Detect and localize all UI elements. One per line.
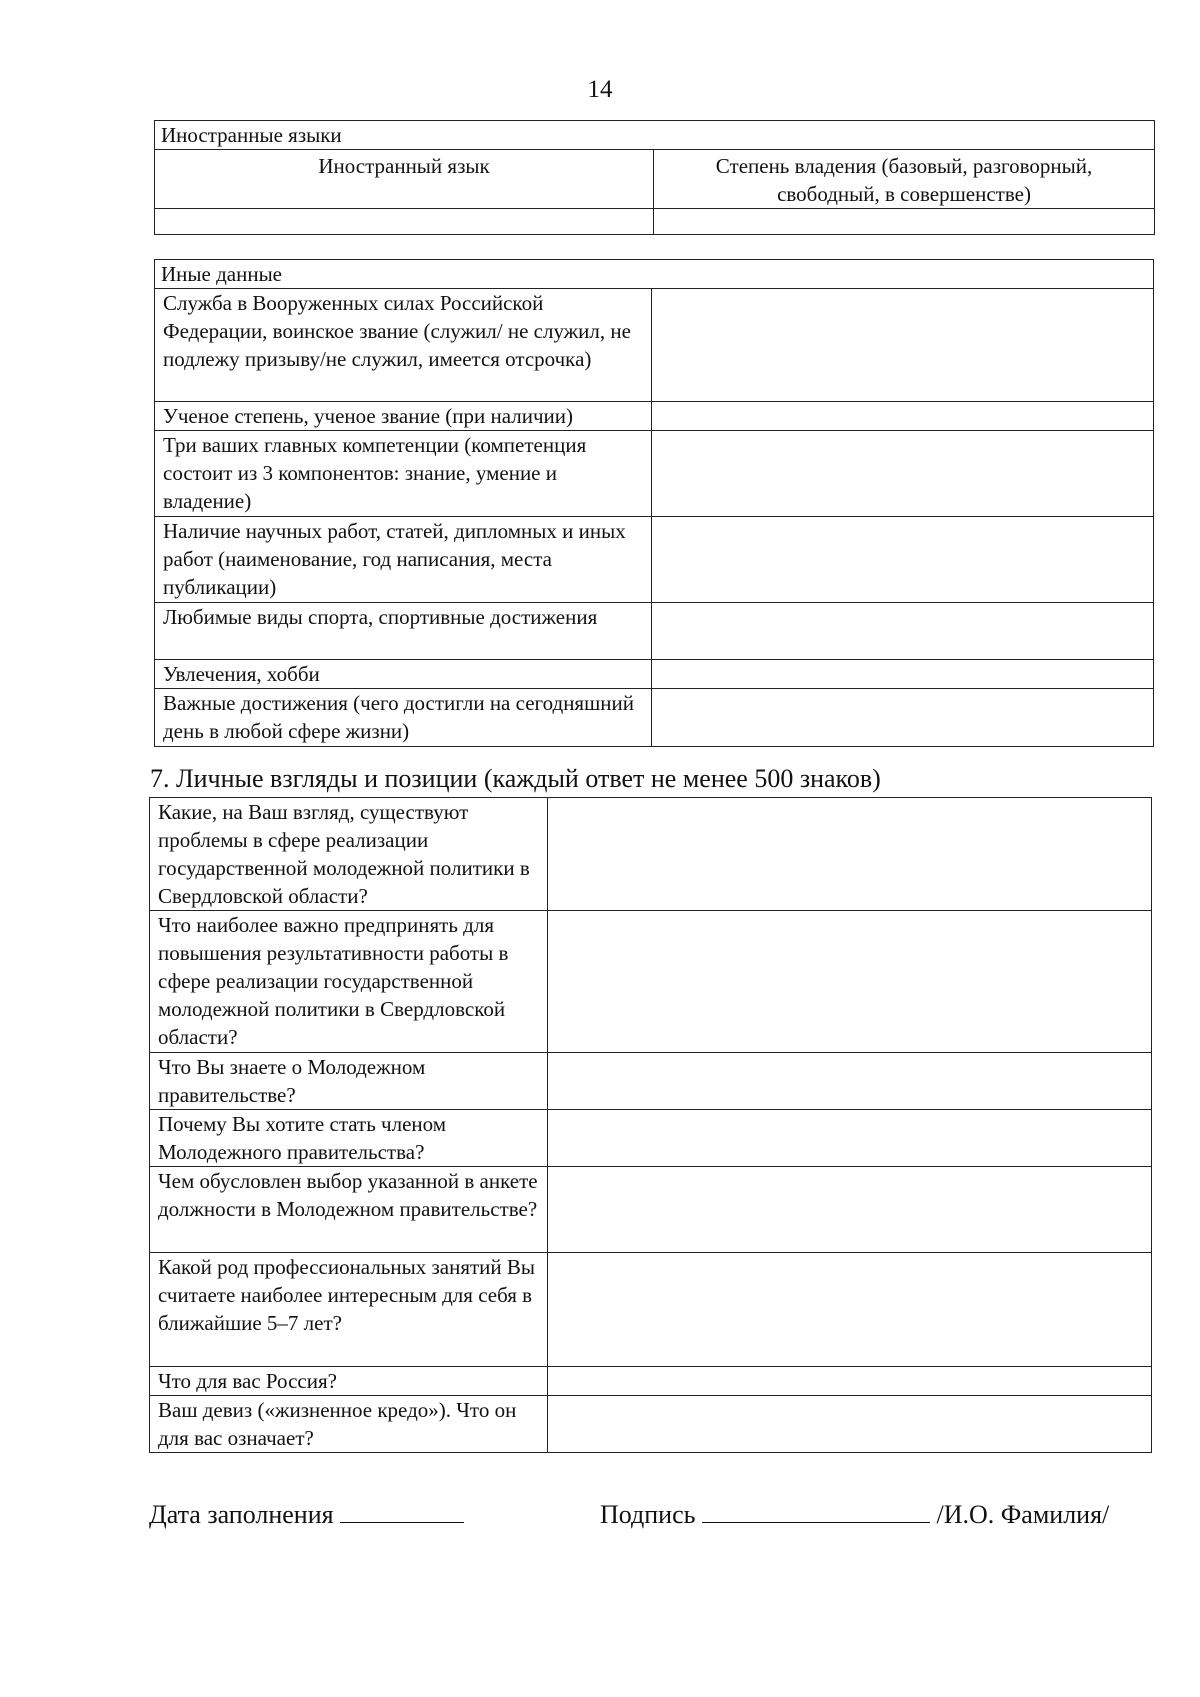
- proficiency-input-cell[interactable]: [654, 209, 1155, 235]
- other-data-question: Увлечения, хобби: [155, 660, 652, 689]
- signature-label: Подпись: [600, 1500, 696, 1529]
- other-data-title: Иные данные: [155, 260, 1154, 289]
- signature-field: [600, 1496, 1109, 1532]
- other-data-question: Важные достижения (чего достигли на сегодняшний день в любой сфере жизни): [155, 689, 652, 747]
- signature-fill-line[interactable]: [702, 1496, 930, 1523]
- date-fill-line[interactable]: [340, 1496, 464, 1523]
- views-answer-cell[interactable]: [548, 911, 1152, 1053]
- views-question: Чем обусловлен выбор указанной в анкете должности в Молодежном правительстве?: [150, 1167, 548, 1253]
- foreign-languages-table: [154, 120, 1155, 235]
- personal-views-title: 7. Личные взгляды и позиции (каждый ответ не менее 500 знаков): [150, 764, 881, 793]
- other-data-answer-cell[interactable]: [652, 517, 1154, 603]
- views-question: Почему Вы хотите стать членом Молодежного правительства?: [150, 1110, 548, 1167]
- other-data-answer-cell[interactable]: [652, 402, 1154, 431]
- other-data-question: Три ваших главных компетенции (компетенция состоит из 3 компонентов: знание, умение и владение): [155, 431, 652, 517]
- views-question: Какой род профессиональных занятий Вы считаете наиболее интересным для себя в ближайшие 5–7 лет?: [150, 1253, 548, 1367]
- views-answer-cell[interactable]: [548, 1110, 1152, 1167]
- name-placeholder: /И.О. Фамилия/: [936, 1500, 1110, 1529]
- other-data-question: Любимые виды спорта, спортивные достижения: [155, 603, 652, 660]
- views-question: Что Вы знаете о Молодежном правительстве?: [150, 1053, 548, 1110]
- other-data-table: [154, 259, 1154, 747]
- views-question: Ваш девиз («жизненное кредо»). Что он для вас означает?: [150, 1396, 548, 1453]
- views-answer-cell[interactable]: [548, 1053, 1152, 1110]
- other-data-answer-cell[interactable]: [652, 689, 1154, 747]
- other-data-answer-cell[interactable]: [652, 289, 1154, 402]
- date-label: Дата заполнения: [149, 1500, 334, 1529]
- page-number: 14: [587, 76, 613, 103]
- views-answer-cell[interactable]: [548, 1253, 1152, 1367]
- views-answer-cell[interactable]: [548, 1167, 1152, 1253]
- views-question: Что для вас Россия?: [150, 1367, 548, 1396]
- foreign-languages-title: Иностранные языки: [155, 121, 1155, 150]
- views-question: Какие, на Ваш взгляд, существуют проблемы в сфере реализации государственной молодежной политики в Свердловской области?: [150, 798, 548, 911]
- views-answer-cell[interactable]: [548, 798, 1152, 911]
- other-data-question: Ученое степень, ученое звание (при наличии): [155, 402, 652, 431]
- other-data-answer-cell[interactable]: [652, 660, 1154, 689]
- other-data-question: Служба в Вооруженных силах Российской Федерации, воинское звание (служил/ не служил, не подлежу призыву/не служил, имеется отсрочка): [155, 289, 652, 402]
- language-input-cell[interactable]: [155, 209, 654, 235]
- views-question: Что наиболее важно предпринять для повышения результативности работы в сфере реализации государственной молодежной политики в Свердловской области?: [150, 911, 548, 1053]
- views-answer-cell[interactable]: [548, 1367, 1152, 1396]
- column-header-proficiency: Степень владения (базовый, разговорный, свободный, в совершенстве): [654, 150, 1155, 209]
- date-field: [149, 1496, 464, 1532]
- column-header-language: Иностранный язык: [155, 150, 654, 209]
- views-answer-cell[interactable]: [548, 1396, 1152, 1453]
- other-data-answer-cell[interactable]: [652, 431, 1154, 517]
- other-data-question: Наличие научных работ, статей, дипломных и иных работ (наименование, год написания, места публикации): [155, 517, 652, 603]
- other-data-answer-cell[interactable]: [652, 603, 1154, 660]
- personal-views-table: [149, 797, 1152, 1453]
